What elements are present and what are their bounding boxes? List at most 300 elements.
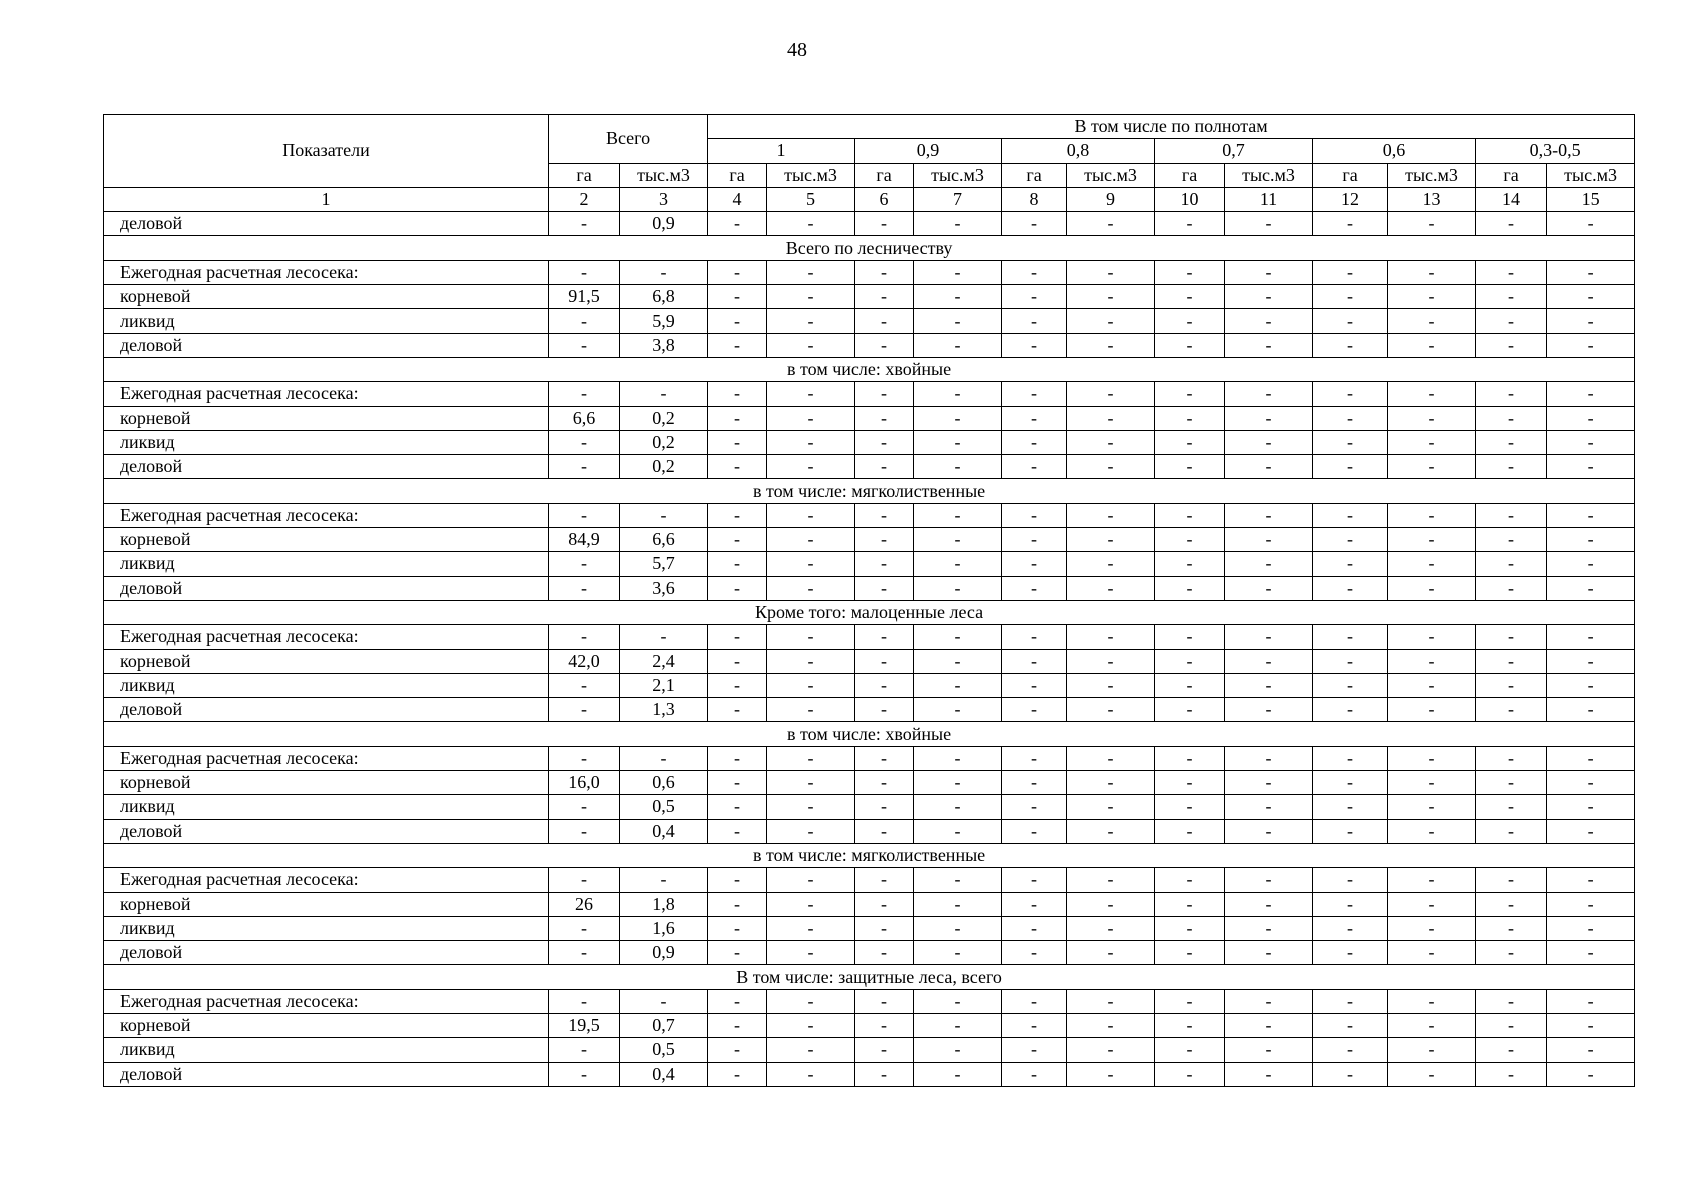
table-cell: - [549,673,620,697]
table-cell: - [549,260,620,284]
table-cell: - [1388,382,1476,406]
table-cell: - [1067,333,1155,357]
table-cell: - [1313,989,1388,1013]
table-cell: - [1313,260,1388,284]
table-cell: - [1067,1013,1155,1037]
section-row [104,722,1635,746]
column-number: 5 [767,187,855,211]
table-cell: - [855,455,914,479]
table-cell: - [1067,455,1155,479]
table-cell: - [1225,698,1313,722]
table-cell: - [708,989,767,1013]
density-group: 0,9 [855,139,1002,163]
table-cell: - [1225,771,1313,795]
table-cell: - [708,576,767,600]
table-cell: - [1002,309,1067,333]
table-cell: - [914,1062,1002,1086]
table-cell: - [767,698,855,722]
table-cell: - [1155,528,1225,552]
table-cell: - [1002,625,1067,649]
unit-header: тыс.м3 [1225,163,1313,187]
table-cell: - [855,212,914,236]
table-cell: - [1547,528,1635,552]
table-cell: - [1388,916,1476,940]
table-cell: - [1388,552,1476,576]
table-cell: - [855,892,914,916]
table-cell: - [1388,260,1476,284]
table-cell: - [855,406,914,430]
table-cell: - [1388,819,1476,843]
column-number: 15 [1547,187,1635,211]
table-cell: 6,6 [620,528,708,552]
table-cell: - [1547,989,1635,1013]
table-cell: 0,2 [620,455,708,479]
table-cell: - [767,552,855,576]
table-cell: - [620,868,708,892]
table-cell: - [708,892,767,916]
density-group: 1 [708,139,855,163]
table-cell: - [708,673,767,697]
table-cell: - [1155,430,1225,454]
table-cell: - [1155,406,1225,430]
table-cell: - [767,746,855,770]
table-cell: - [1388,1013,1476,1037]
table-cell: - [1476,309,1547,333]
table-cell: - [1002,260,1067,284]
table-cell: - [1225,285,1313,309]
table-cell: - [1155,941,1225,965]
table-cell: - [855,746,914,770]
table-cell: 0,9 [620,941,708,965]
table-cell: - [1313,576,1388,600]
table-cell: - [855,552,914,576]
table-cell: - [1002,406,1067,430]
table-cell: - [855,285,914,309]
table-cell: - [1002,430,1067,454]
table-cell: - [708,649,767,673]
row-label: корневой [104,528,549,552]
table-cell: - [855,1038,914,1062]
table-cell: - [1067,285,1155,309]
table-cell: - [1067,673,1155,697]
table-cell: - [1313,892,1388,916]
table-cell: - [1476,1013,1547,1037]
table-cell: - [855,649,914,673]
table-cell: - [1476,260,1547,284]
table-cell: - [767,333,855,357]
table-cell: - [1476,576,1547,600]
table-row [104,819,1635,843]
table-cell: - [855,503,914,527]
table-cell: - [1476,892,1547,916]
table-cell: - [767,892,855,916]
table-cell: - [1313,1013,1388,1037]
table-cell: - [1225,309,1313,333]
table-cell: - [708,333,767,357]
table-cell: - [1313,309,1388,333]
table-cell: - [1476,285,1547,309]
row-label: деловой [104,212,549,236]
table-cell: - [1155,989,1225,1013]
table-cell: - [1002,285,1067,309]
table-cell: - [855,625,914,649]
table-cell: - [1313,285,1388,309]
table-cell: - [1476,333,1547,357]
table-cell: - [855,309,914,333]
table-cell: - [855,528,914,552]
row-label: корневой [104,892,549,916]
table-cell: - [549,746,620,770]
table-row [104,649,1635,673]
table-cell: - [855,771,914,795]
table-cell: - [1547,212,1635,236]
table-cell: - [914,503,1002,527]
table-cell: - [1313,528,1388,552]
table-cell: - [1388,503,1476,527]
table-cell: - [1225,941,1313,965]
table-row [104,625,1635,649]
table-cell: 0,5 [620,1038,708,1062]
table-cell: - [549,795,620,819]
table-cell: - [708,552,767,576]
table-cell: 1,3 [620,698,708,722]
table-cell: - [1225,625,1313,649]
table-cell: - [1225,333,1313,357]
table-cell: - [549,503,620,527]
table-cell: - [914,819,1002,843]
unit-header: тыс.м3 [914,163,1002,187]
table-cell: - [1476,625,1547,649]
table-cell: - [1155,212,1225,236]
table-cell: - [914,698,1002,722]
table-cell: - [708,528,767,552]
table-cell: - [708,868,767,892]
section-row [104,843,1635,867]
table-cell: - [1225,503,1313,527]
table-cell: - [1476,771,1547,795]
unit-header: га [549,163,620,187]
density-group: 0,6 [1313,139,1476,163]
table-cell: - [1388,212,1476,236]
table-cell: - [1313,1062,1388,1086]
table-cell: - [1476,430,1547,454]
table-cell: - [1388,892,1476,916]
section-row [104,236,1635,260]
section-title: в том числе: мягколиственные [104,479,1635,503]
table-cell: - [1155,260,1225,284]
table-cell: - [1388,989,1476,1013]
table-cell: 2,1 [620,673,708,697]
table-cell: - [767,771,855,795]
table-cell: - [1547,819,1635,843]
table-cell: - [1388,333,1476,357]
table-cell: - [1067,260,1155,284]
table-cell: - [549,1062,620,1086]
table-row [104,576,1635,600]
row-label: Ежегодная расчетная лесосека: [104,746,549,770]
table-cell: - [549,333,620,357]
unit-header: тыс.м3 [1067,163,1155,187]
table-cell: - [1225,528,1313,552]
table-cell: - [1388,455,1476,479]
table-cell: - [1002,892,1067,916]
table-cell: - [1547,260,1635,284]
section-title: в том числе: хвойные [104,357,1635,381]
table-cell: - [1547,892,1635,916]
table-cell: - [1002,382,1067,406]
column-number: 11 [1225,187,1313,211]
table-cell: - [855,382,914,406]
table-cell: - [708,382,767,406]
table-cell: 2,4 [620,649,708,673]
table-cell: - [1067,941,1155,965]
table-cell: - [1155,649,1225,673]
table-cell: - [767,916,855,940]
table-cell: - [1547,698,1635,722]
table-cell: 1,6 [620,916,708,940]
table-cell: - [1067,916,1155,940]
table-cell: - [1547,625,1635,649]
table-cell: - [1002,819,1067,843]
row-label: ликвид [104,1038,549,1062]
table-cell: - [855,576,914,600]
table-cell: - [914,1013,1002,1037]
row-label: ликвид [104,430,549,454]
table-cell: - [1067,1062,1155,1086]
table-row [104,892,1635,916]
table-cell: - [1547,576,1635,600]
row-label: ликвид [104,552,549,576]
table-cell: - [708,1013,767,1037]
table-cell: - [1476,1062,1547,1086]
table-cell: - [1155,868,1225,892]
row-label: деловой [104,455,549,479]
row-label: ликвид [104,309,549,333]
table-body [104,212,1635,1087]
section-title: в том числе: хвойные [104,722,1635,746]
table-cell: - [1547,503,1635,527]
table-cell: - [1067,771,1155,795]
table-cell: - [1002,503,1067,527]
table-cell: - [1155,552,1225,576]
table-cell: - [1002,941,1067,965]
table-cell: - [914,212,1002,236]
table-cell: - [1067,625,1155,649]
table-cell: - [914,333,1002,357]
table-cell: - [1388,576,1476,600]
table-cell: - [1002,1038,1067,1062]
table-cell: - [1388,625,1476,649]
table-cell: 5,7 [620,552,708,576]
table-cell: - [1225,406,1313,430]
table-cell: - [1547,382,1635,406]
table-cell: - [708,260,767,284]
column-number: 10 [1155,187,1225,211]
table-cell: - [1313,333,1388,357]
table-cell: - [1313,430,1388,454]
table-cell: - [855,916,914,940]
table-cell: - [708,746,767,770]
table-cell: - [914,941,1002,965]
column-number: 14 [1476,187,1547,211]
table-cell: - [708,795,767,819]
table-cell: - [914,309,1002,333]
table-cell: - [767,576,855,600]
table-cell: - [1155,455,1225,479]
table-cell: - [1225,673,1313,697]
table-cell: - [855,819,914,843]
table-cell: - [1225,795,1313,819]
table-cell: - [1002,576,1067,600]
section-row [104,357,1635,381]
table-cell: 5,9 [620,309,708,333]
table-cell: - [767,430,855,454]
table-cell: - [1067,868,1155,892]
table-cell: - [1547,1062,1635,1086]
row-label: Ежегодная расчетная лесосека: [104,260,549,284]
row-label: корневой [104,285,549,309]
table-row [104,212,1635,236]
table-cell: - [1002,333,1067,357]
table-row [104,382,1635,406]
density-group: 0,8 [1002,139,1155,163]
table-cell: - [1155,795,1225,819]
table-cell: - [1547,406,1635,430]
table-cell: - [914,771,1002,795]
table-cell: - [620,260,708,284]
section-row [104,479,1635,503]
table-row [104,916,1635,940]
table-cell: - [620,625,708,649]
table-cell: - [1547,309,1635,333]
allowable-cut-table [103,114,1635,1087]
table-cell: - [1476,212,1547,236]
table-cell: - [549,941,620,965]
table-cell: - [1547,746,1635,770]
table-cell: - [1476,698,1547,722]
table-cell: - [1313,941,1388,965]
column-number: 7 [914,187,1002,211]
table-cell: - [549,989,620,1013]
table-cell: - [1002,868,1067,892]
table-cell: - [1547,771,1635,795]
table-cell: - [1225,819,1313,843]
table-cell: - [1067,430,1155,454]
unit-header: тыс.м3 [767,163,855,187]
table-cell: - [767,673,855,697]
density-group: 0,7 [1155,139,1313,163]
unit-header: га [1313,163,1388,187]
table-cell: - [1313,212,1388,236]
row-label: корневой [104,771,549,795]
table-cell: - [1313,649,1388,673]
row-label: корневой [104,406,549,430]
table-cell: - [1067,1038,1155,1062]
column-numbers-row [104,187,1635,211]
table-cell: - [767,212,855,236]
table-cell: - [914,260,1002,284]
density-group: 0,3-0,5 [1476,139,1635,163]
table-cell: - [1067,649,1155,673]
table-cell: - [1155,285,1225,309]
table-row [104,309,1635,333]
row-label: деловой [104,941,549,965]
table-cell: - [914,455,1002,479]
table-cell: - [1313,455,1388,479]
table-cell: - [708,285,767,309]
table-cell: - [1225,455,1313,479]
table-cell: - [549,916,620,940]
table-row [104,746,1635,770]
table-cell: - [914,406,1002,430]
table-cell: - [620,382,708,406]
row-label: деловой [104,819,549,843]
table-cell: - [1155,892,1225,916]
table-cell: - [855,698,914,722]
table-cell: - [1388,746,1476,770]
table-cell: - [1476,916,1547,940]
row-label: деловой [104,698,549,722]
table-cell: - [767,1013,855,1037]
row-label: ликвид [104,916,549,940]
table-cell: - [1002,989,1067,1013]
table-cell: - [1547,1013,1635,1037]
table-cell: - [914,576,1002,600]
table-cell: - [708,503,767,527]
table-cell: - [620,503,708,527]
table-cell: - [767,382,855,406]
table-row [104,868,1635,892]
table-cell: - [549,868,620,892]
table-cell: - [1388,673,1476,697]
table-cell: - [855,260,914,284]
table-cell: - [767,649,855,673]
table-cell: 91,5 [549,285,620,309]
total-header: Всего [549,115,708,164]
table-cell: - [1155,673,1225,697]
table-cell: - [1067,309,1155,333]
table-cell: - [914,868,1002,892]
table-cell: - [1547,552,1635,576]
table-cell: 0,5 [620,795,708,819]
table-cell: - [1476,673,1547,697]
table-cell: - [549,382,620,406]
table-cell: - [1388,698,1476,722]
table-cell: - [1002,212,1067,236]
table-cell: - [1476,528,1547,552]
column-number: 4 [708,187,767,211]
table-cell: - [1313,552,1388,576]
section-title: В том числе: защитные леса, всего [104,965,1635,989]
table-cell: - [1225,868,1313,892]
table-cell: - [767,795,855,819]
table-cell: - [708,625,767,649]
table-cell: - [1476,382,1547,406]
table-row [104,285,1635,309]
table-cell: - [1002,1013,1067,1037]
table-cell: - [1225,892,1313,916]
table-cell: 26 [549,892,620,916]
table-cell: - [1313,771,1388,795]
table-cell: 0,9 [620,212,708,236]
table-cell: - [767,455,855,479]
table-cell: - [1388,309,1476,333]
table-cell: - [708,212,767,236]
table-cell: - [1476,746,1547,770]
table-row [104,333,1635,357]
table-cell: 16,0 [549,771,620,795]
table-row [104,503,1635,527]
